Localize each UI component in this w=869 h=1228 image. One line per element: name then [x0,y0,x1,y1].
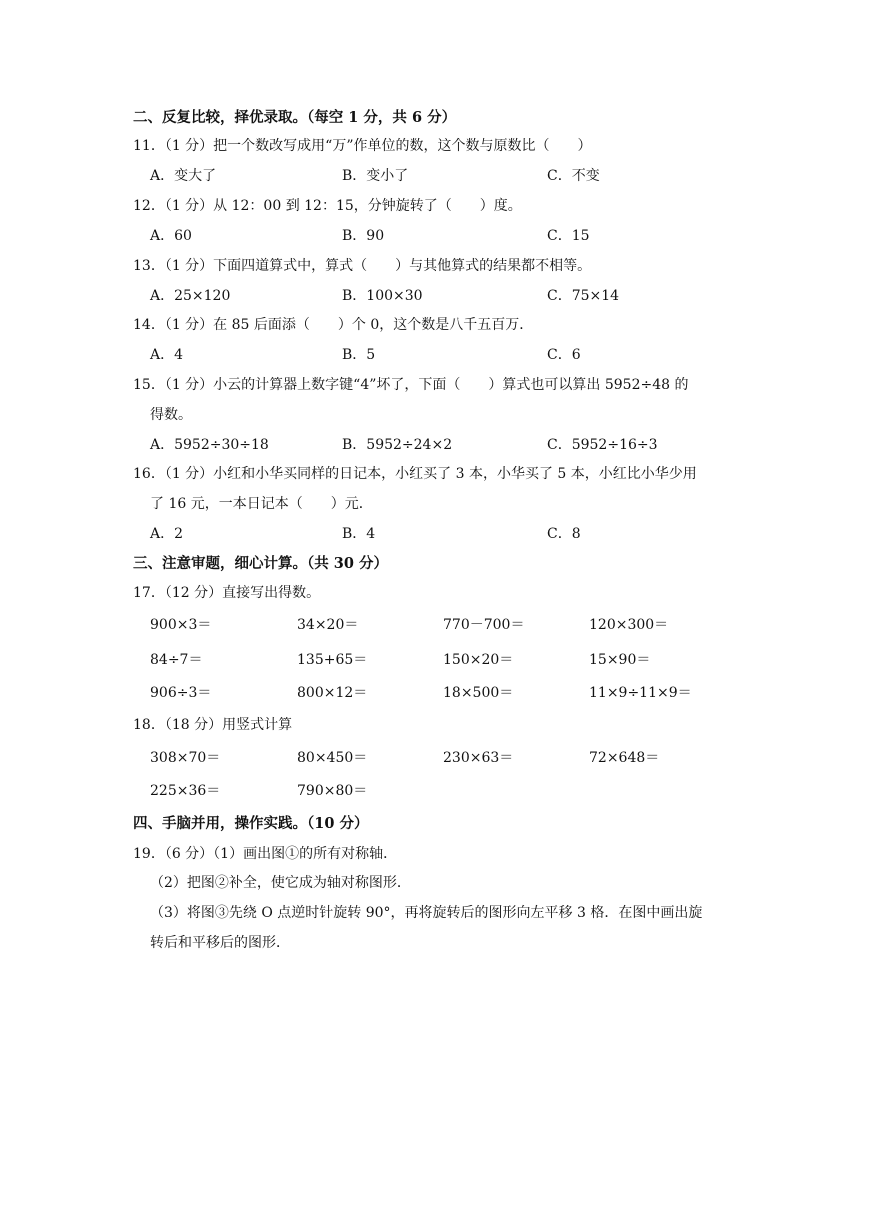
q14-option-c: C．6 [547,347,581,363]
q18-item: 230×63＝ [443,750,514,766]
question-11: 11．（1 分）把一个数改写成用“万”作单位的数，这个数与原数比（ ） [133,138,592,154]
question-19-part-3-continued: 转后和平移后的图形． [150,935,290,951]
q14-option-a: A．4 [150,347,184,363]
q17-item: 120×300＝ [589,617,669,633]
q16-option-c: C．8 [547,526,581,542]
q17-item: 900×3＝ [150,617,212,633]
question-12: 12．（1 分）从 12：00 到 12：15，分钟旋转了（ ）度。 [133,198,522,214]
q15-option-a: A．5952÷30÷18 [150,437,269,453]
q18-item: 80×450＝ [297,750,368,766]
q17-item: 11×9÷11×9＝ [589,685,692,701]
q12-option-c: C．15 [547,228,590,244]
question-15-continued: 得数。 [150,407,192,423]
q17-item: 18×500＝ [443,685,514,701]
q18-item: 72×648＝ [589,750,660,766]
question-15: 15．（1 分）小云的计算器上数字键“4”坏了，下面（ ）算式也可以算出 5952÷48 的 [133,377,689,393]
q12-option-a: A．60 [150,228,192,244]
q17-item: 770－700＝ [443,617,525,633]
q17-item: 15×90＝ [589,652,651,668]
q18-item: 308×70＝ [150,750,221,766]
q17-item: 34×20＝ [297,617,359,633]
q13-option-b: B．100×30 [342,288,423,304]
q17-item: 135+65＝ [297,652,368,668]
q14-option-b: B．5 [342,347,376,363]
question-16: 16．（1 分）小红和小华买同样的日记本，小红买了 3 本，小华买了 5 本，小红比小华少用 [133,466,697,482]
question-19: 19．（6 分）（1）画出图①的所有对称轴． [133,846,398,862]
question-14: 14．（1 分）在 85 后面添（ ）个 0，这个数是八千五百万． [133,317,534,333]
question-13: 13．（1 分）下面四道算式中，算式（ ）与其他算式的结果都不相等。 [133,258,592,274]
q17-item: 906÷3＝ [150,685,212,701]
question-16-continued: 了 16 元，一本日记本（ ）元． [150,496,373,512]
question-17: 17．（12 分）直接写出得数。 [133,585,321,601]
question-19-part-3: （3）将图③先绕 O 点逆时针旋转 90°，再将旋转后的图形向左平移 3 格．在图中画出旋 [150,905,703,921]
q17-item: 84÷7＝ [150,652,203,668]
section-2-title: 二、反复比较，择优录取。（每空 1 分，共 6 分） [133,109,457,126]
q13-option-c: C．75×14 [547,288,620,304]
q11-option-c: C．不变 [547,168,600,184]
q15-option-b: B．5952÷24×2 [342,437,453,453]
question-19-part-2: （2）把图②补全，使它成为轴对称图形． [150,875,411,891]
q13-option-a: A．25×120 [150,288,231,304]
section-3-title: 三、注意审题，细心计算。（共 30 分） [133,555,389,572]
q17-item: 150×20＝ [443,652,514,668]
q18-item: 790×80＝ [297,783,368,799]
q16-option-b: B．4 [342,526,376,542]
q15-option-c: C．5952÷16÷3 [547,437,658,453]
q17-item: 800×12＝ [297,685,368,701]
section-4-title: 四、手脑并用，操作实践。（10 分） [133,815,369,832]
q16-option-a: A．2 [150,526,184,542]
q11-option-b: B．变小了 [342,168,409,184]
question-18: 18．（18 分）用竖式计算 [133,717,293,733]
q11-option-a: A．变大了 [150,168,217,184]
q12-option-b: B．90 [342,228,385,244]
q18-item: 225×36＝ [150,783,221,799]
